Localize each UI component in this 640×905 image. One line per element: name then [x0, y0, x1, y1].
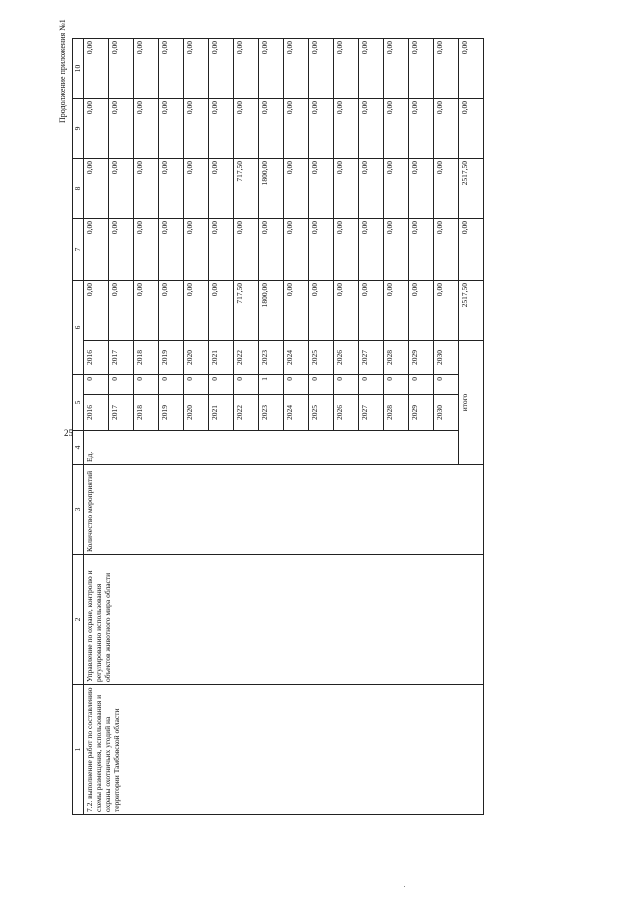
amount-cell: 0,00: [159, 99, 184, 159]
amount-cell: 0,00: [134, 99, 159, 159]
amount-cell: 1800,00: [259, 159, 284, 219]
quantity-cell: 0: [434, 375, 459, 395]
quantity-cell: 0: [309, 375, 334, 395]
amount-cell: 0,00: [234, 219, 259, 281]
year-cell: 2019: [159, 395, 184, 431]
amount-cell: 0,00: [284, 281, 309, 341]
amount-cell: 0,00: [409, 219, 434, 281]
column-number: 9: [73, 99, 84, 159]
total-label: итого: [459, 341, 484, 465]
year-cell: 2018: [134, 341, 159, 375]
quantity-cell: 0: [84, 375, 109, 395]
executor-cell: Управление по охране, контролю и регулированию использования объектов животного мира области: [84, 555, 484, 685]
year-cell: 2016: [84, 341, 109, 375]
amount-cell: 0,00: [434, 159, 459, 219]
amount-cell: 0,00: [409, 159, 434, 219]
quantity-cell: 0: [184, 375, 209, 395]
amount-cell: 0,00: [384, 99, 409, 159]
amount-cell: 0,00: [209, 219, 234, 281]
amount-cell: 0,00: [434, 39, 459, 99]
year-cell: 2029: [409, 395, 434, 431]
year-cell: 2023: [259, 341, 284, 375]
year-cell: 2027: [359, 395, 384, 431]
activity-description: 7.2. выполнение работ по составлению схемы размещения, использования и охраны охотничьих угодий на территории Тамбовской области: [84, 685, 484, 815]
column-number: 10: [73, 39, 84, 99]
amount-cell: 0,00: [84, 39, 109, 99]
amount-cell: 0,00: [184, 39, 209, 99]
amount-cell: 0,00: [159, 159, 184, 219]
amount-cell: 0,00: [209, 281, 234, 341]
quantity-cell: 0: [159, 375, 184, 395]
unit-cell: Ед.: [84, 431, 459, 465]
amount-cell: 0,00: [309, 219, 334, 281]
column-number-row: [73, 39, 84, 815]
amount-cell: 0,00: [109, 281, 134, 341]
amount-cell: 0,00: [309, 99, 334, 159]
year-cell: 2026: [334, 341, 359, 375]
amount-cell: 0,00: [359, 99, 384, 159]
amount-cell: 0,00: [359, 281, 384, 341]
amount-cell: 0,00: [134, 39, 159, 99]
amount-cell: 0,00: [84, 159, 109, 219]
amount-cell: 0,00: [159, 39, 184, 99]
amount-cell: 0,00: [409, 39, 434, 99]
amount-cell: 717,50: [234, 281, 259, 341]
amount-cell: 0,00: [259, 39, 284, 99]
quantity-cell: 0: [134, 375, 159, 395]
quantity-cell: 0: [384, 375, 409, 395]
total-amount-cell: 0,00: [459, 99, 484, 159]
column-number: 7: [73, 219, 84, 281]
quantity-cell: 0: [284, 375, 309, 395]
year-cell: 2016: [84, 395, 109, 431]
amount-cell: 0,00: [184, 159, 209, 219]
amount-cell: 0,00: [384, 219, 409, 281]
amount-cell: 0,00: [284, 159, 309, 219]
amount-cell: 0,00: [134, 159, 159, 219]
year-cell: 2023: [259, 395, 284, 431]
amount-cell: 0,00: [334, 99, 359, 159]
continuation-note: Продолжение приложения №1: [58, 19, 67, 123]
year-cell: 2025: [309, 395, 334, 431]
amount-cell: 717,50: [234, 159, 259, 219]
amount-cell: 0,00: [284, 99, 309, 159]
amount-cell: 0,00: [359, 159, 384, 219]
amount-cell: 0,00: [134, 281, 159, 341]
amount-cell: 0,00: [109, 39, 134, 99]
year-cell: 2022: [234, 341, 259, 375]
quantity-cell: 0: [359, 375, 384, 395]
amount-cell: 0,00: [159, 219, 184, 281]
amount-cell: 0,00: [359, 39, 384, 99]
amount-cell: 0,00: [109, 99, 134, 159]
column-number: 5: [73, 375, 84, 431]
table-body: [84, 39, 484, 815]
total-amount-cell: 2517,50: [459, 159, 484, 219]
amount-cell: 0,00: [334, 281, 359, 341]
table-row: [84, 39, 109, 815]
amount-cell: 0,00: [234, 39, 259, 99]
year-cell: 2020: [184, 341, 209, 375]
year-cell: 2028: [384, 341, 409, 375]
amount-cell: 0,00: [234, 99, 259, 159]
amount-cell: 0,00: [84, 219, 109, 281]
amount-cell: 0,00: [309, 281, 334, 341]
amount-cell: 0,00: [409, 281, 434, 341]
amount-cell: 0,00: [384, 281, 409, 341]
amount-cell: 0,00: [209, 159, 234, 219]
column-number: 4: [73, 431, 84, 465]
year-cell: 2021: [209, 395, 234, 431]
year-cell: 2024: [284, 341, 309, 375]
amount-cell: 0,00: [134, 219, 159, 281]
quantity-cell: 0: [409, 375, 434, 395]
amount-cell: 0,00: [259, 219, 284, 281]
total-amount-cell: 0,00: [459, 219, 484, 281]
page-number: 25: [64, 428, 73, 438]
quantity-cell: 0: [209, 375, 234, 395]
year-cell: 2024: [284, 395, 309, 431]
year-cell: 2030: [434, 395, 459, 431]
amount-cell: 0,00: [184, 219, 209, 281]
amount-cell: 0,00: [409, 99, 434, 159]
amount-cell: 0,00: [284, 39, 309, 99]
amount-cell: 0,00: [309, 39, 334, 99]
year-cell: 2017: [109, 395, 134, 431]
year-cell: 2028: [384, 395, 409, 431]
amount-cell: 0,00: [84, 99, 109, 159]
amount-cell: 0,00: [434, 281, 459, 341]
amount-cell: 0,00: [434, 219, 459, 281]
amount-cell: 0,00: [109, 159, 134, 219]
total-amount-cell: 0,00: [459, 39, 484, 99]
year-cell: 2025: [309, 341, 334, 375]
total-amount-cell: 2517,50: [459, 281, 484, 341]
amount-cell: 0,00: [209, 99, 234, 159]
amount-cell: 0,00: [184, 281, 209, 341]
year-cell: 2021: [209, 341, 234, 375]
column-number: 6: [73, 281, 84, 375]
amount-cell: 0,00: [209, 39, 234, 99]
amount-cell: 0,00: [84, 281, 109, 341]
amount-cell: 0,00: [359, 219, 384, 281]
year-cell: 2017: [109, 341, 134, 375]
amount-cell: 0,00: [109, 219, 134, 281]
amount-cell: 0,00: [184, 99, 209, 159]
amount-cell: 0,00: [334, 39, 359, 99]
amount-cell: 0,00: [384, 39, 409, 99]
year-cell: 2029: [409, 341, 434, 375]
year-cell: 2018: [134, 395, 159, 431]
amount-cell: 0,00: [334, 159, 359, 219]
year-cell: 2026: [334, 395, 359, 431]
amount-cell: 0,00: [384, 159, 409, 219]
quantity-cell: 0: [234, 375, 259, 395]
quantity-cell: 0: [334, 375, 359, 395]
year-cell: 2027: [359, 341, 384, 375]
amount-cell: 0,00: [259, 99, 284, 159]
year-cell: 2020: [184, 395, 209, 431]
amount-cell: 1800,00: [259, 281, 284, 341]
column-number: 1: [73, 685, 84, 815]
scan-speck: [404, 886, 405, 887]
year-cell: 2019: [159, 341, 184, 375]
amount-cell: 0,00: [284, 219, 309, 281]
column-number: 3: [73, 465, 84, 555]
budget-table: [72, 38, 484, 815]
year-cell: 2030: [434, 341, 459, 375]
amount-cell: 0,00: [334, 219, 359, 281]
amount-cell: 0,00: [159, 281, 184, 341]
quantity-cell: 0: [109, 375, 134, 395]
column-number: 2: [73, 555, 84, 685]
quantity-cell: 1: [259, 375, 284, 395]
indicator-cell: Количество мероприятий: [84, 465, 484, 555]
amount-cell: 0,00: [434, 99, 459, 159]
amount-cell: 0,00: [309, 159, 334, 219]
year-cell: 2022: [234, 395, 259, 431]
column-number: 8: [73, 159, 84, 219]
